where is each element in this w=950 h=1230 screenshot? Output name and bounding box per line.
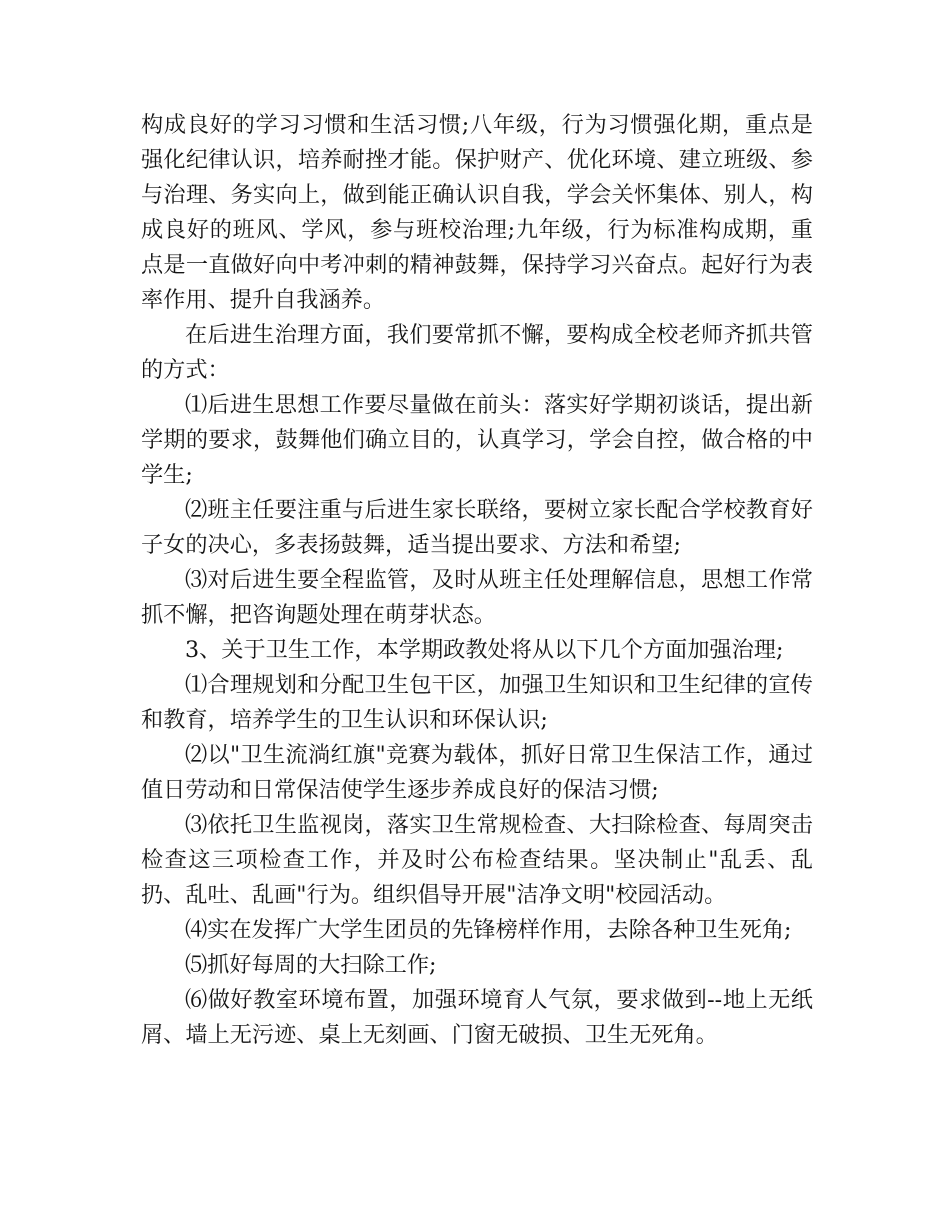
paragraph-item-2: ⑵班主任要注重与后进生家长联络，要树立家长配合学校教育好子女的决心，多表扬鼓舞，适当提出要求、方法和希望; — [141, 497, 813, 558]
paragraph-hygiene-item-4: ⑷实在发挥广大学生团员的先锋榜样作用，去除各种卫生死角; — [185, 917, 792, 943]
paragraph-item-1: ⑴后进生思想工作要尽量做在前头：落实好学期初谈话，提出新学期的要求，鼓舞他们确立目的，认真学习，学会自控，做合格的中学生; — [141, 392, 813, 488]
paragraph-hygiene-item-3: ⑶依托卫生监视岗，落实卫生常规检查、大扫除检查、每周突击检查这三项检查工作，并及时公布检查结果。坚决制止"乱丢、乱扔、乱吐、乱画"行为。组织倡导开展"洁净文明"校园活动。 — [141, 812, 813, 908]
paragraph-grade-habits: 构成良好的学习习惯和生活习惯;八年级，行为习惯强化期，重点是强化纪律认识，培养耐挫才能。保护财产、优化环境、建立班级、参与治理、务实向上，做到能正确认识自我，学会关怀集体、别人，构成良好的班风、学风，参与班校治理;九年级，行为标准构成期，重点是一直做好向中考冲刺的精神鼓舞，保持学习兴奋点。起好行为表率作用、提升自我涵养。 — [141, 112, 813, 313]
paragraph-lagging-students-intro: 在后进生治理方面，我们要常抓不懈，要构成全校老师齐抓共管的方式： — [141, 322, 813, 383]
paragraph-hygiene-item-6: ⑹做好教室环境布置，加强环境育人气氛，要求做到--地上无纸屑、墙上无污迹、桌上无刻画、门窗无破损、卫生无死角。 — [141, 987, 813, 1048]
paragraph-item-3: ⑶对后进生要全程监管，及时从班主任处理解信息，思想工作常抓不懈，把咨询题处理在萌芽状态。 — [141, 567, 813, 628]
document-body — [141, 108, 813, 1053]
paragraph-hygiene-heading: 3、关于卫生工作，本学期政教处将从以下几个方面加强治理; — [185, 637, 784, 663]
paragraph-hygiene-item-1: ⑴合理规划和分配卫生包干区，加强卫生知识和卫生纪律的宣传和教育，培养学生的卫生认识和环保认识; — [141, 672, 813, 733]
paragraph-hygiene-item-5: ⑸抓好每周的大扫除工作; — [185, 952, 437, 978]
paragraph-hygiene-item-2: ⑵以"卫生流淌红旗"竞赛为载体，抓好日常卫生保洁工作，通过值日劳动和日常保洁使学生逐步养成良好的保洁习惯; — [141, 742, 813, 803]
